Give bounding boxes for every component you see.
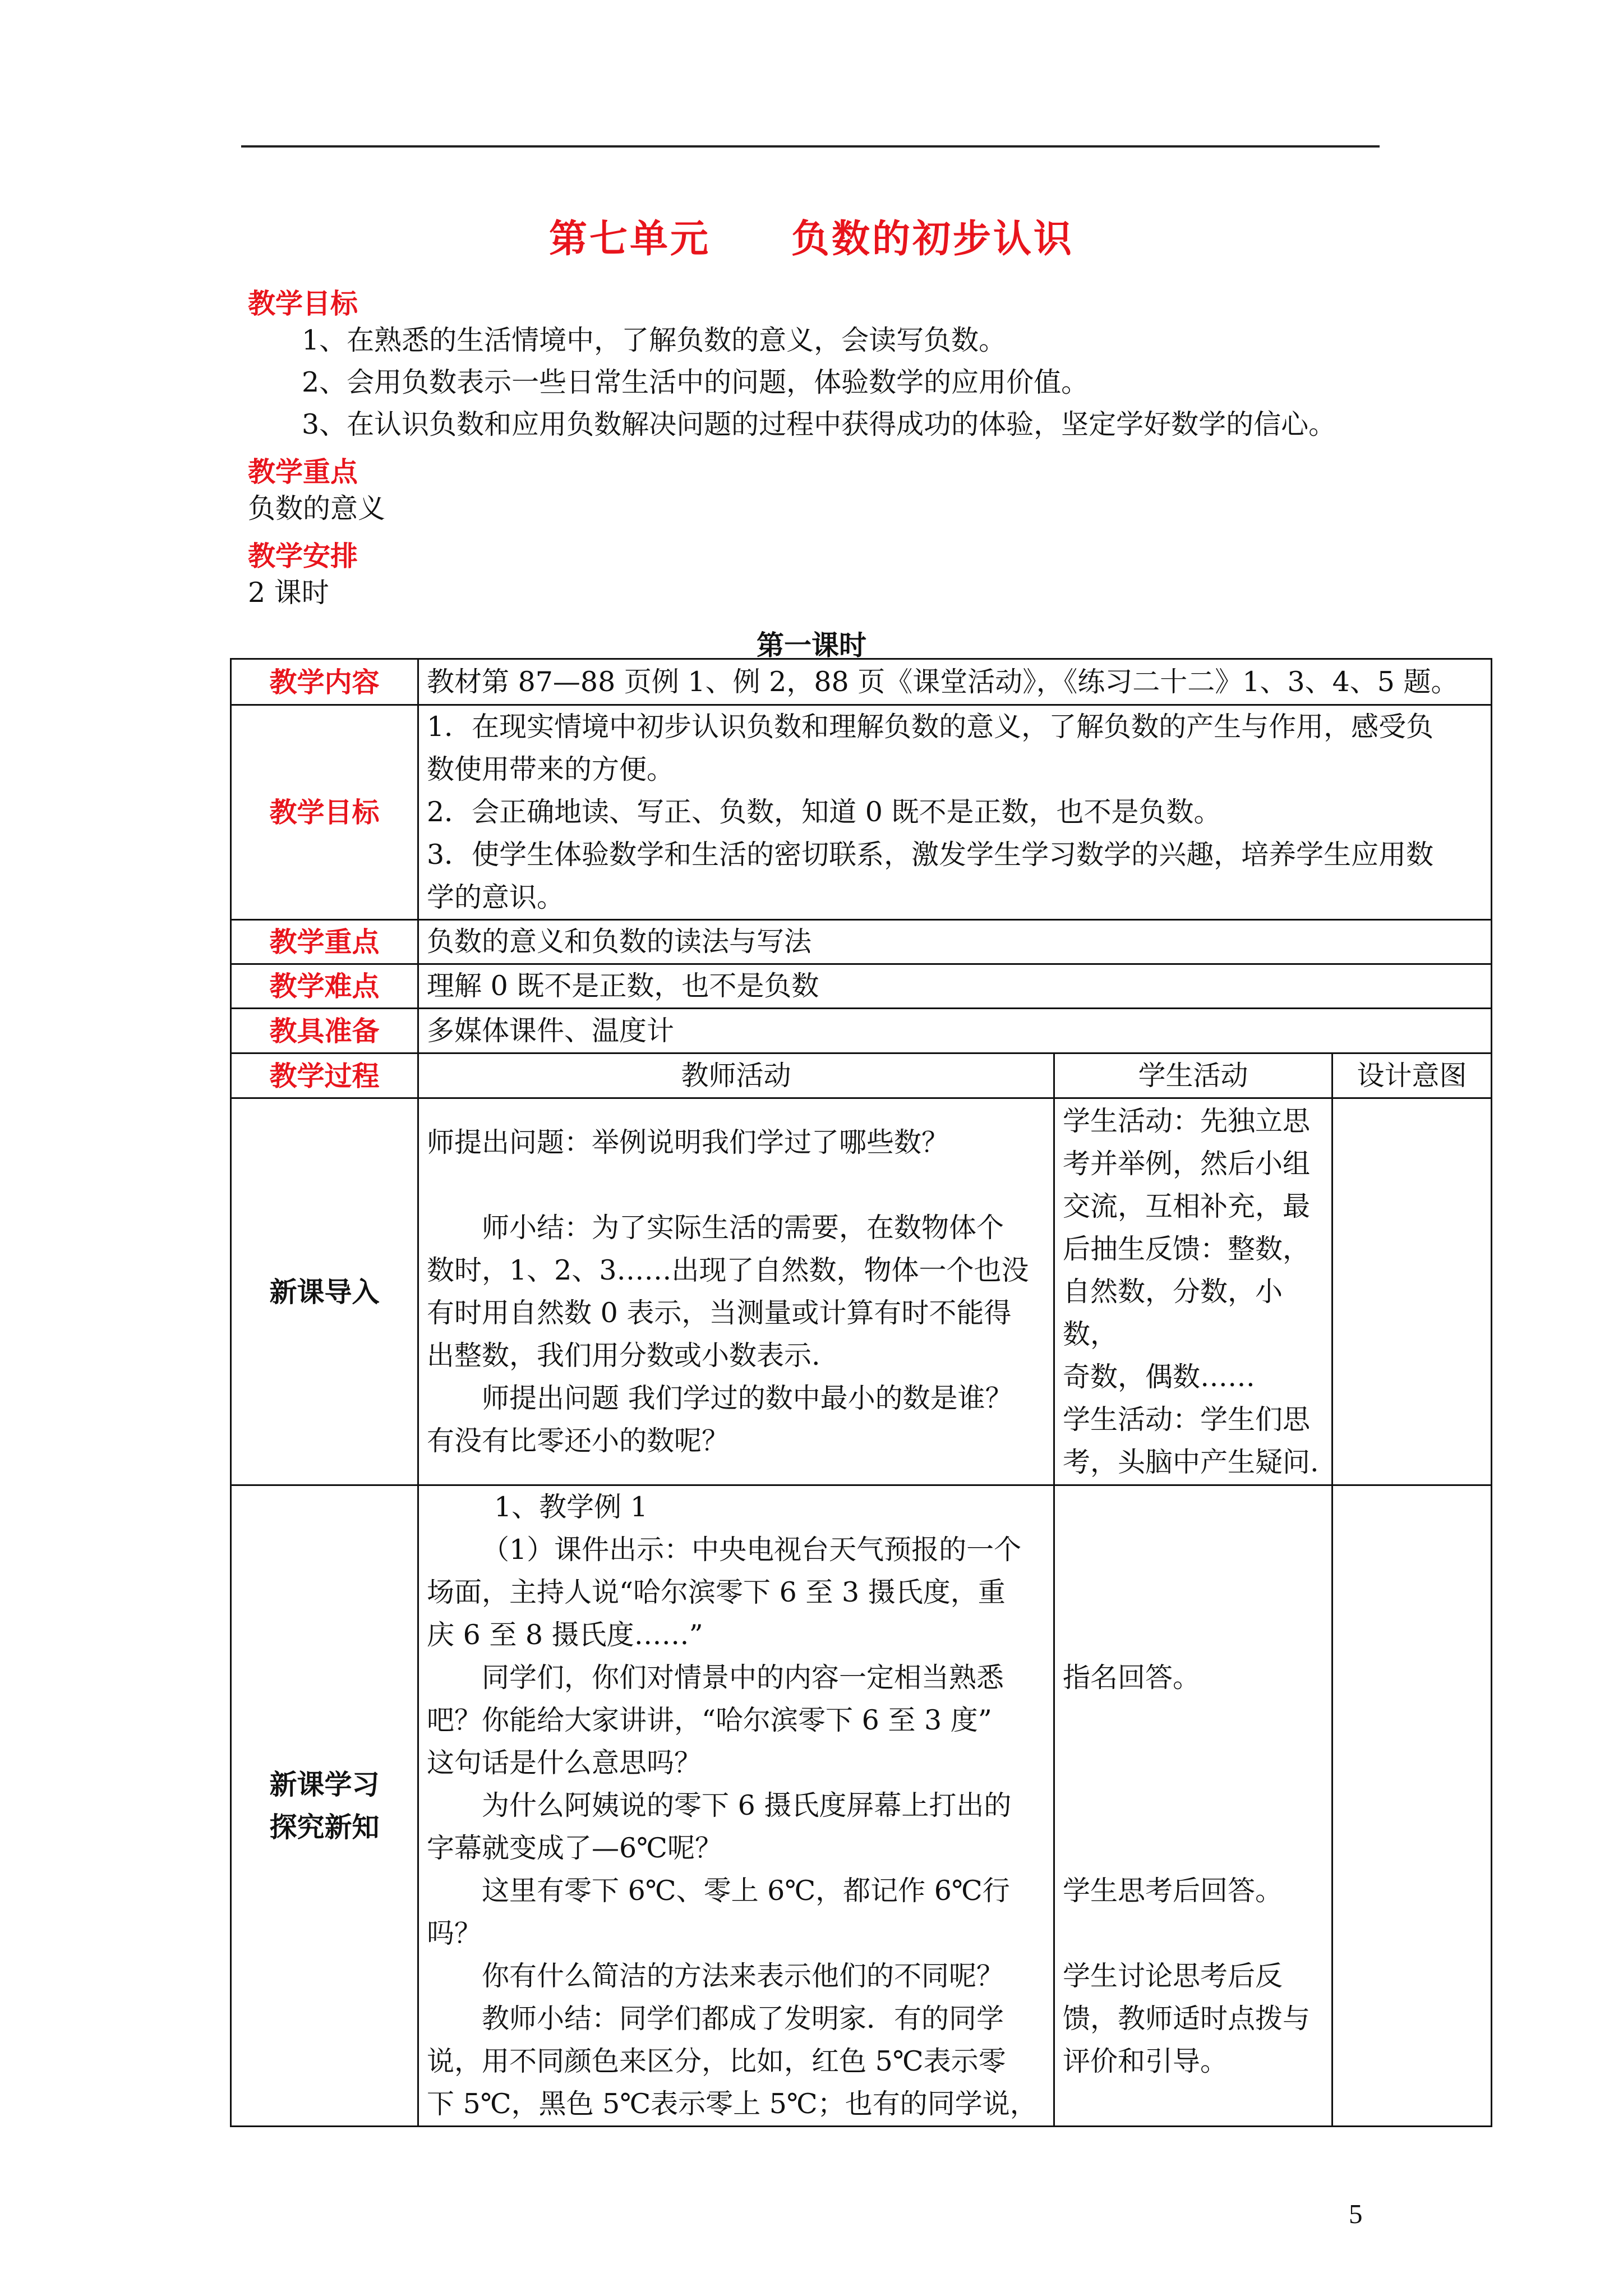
table-row bbox=[231, 920, 1492, 964]
lesson-title: 第一课时 bbox=[756, 629, 866, 661]
stage-label-line: 新课学习 bbox=[269, 1768, 380, 1801]
key-value: 负数的意义和负数的读法与写法 bbox=[418, 920, 1492, 964]
stage2-student-activity bbox=[1054, 1485, 1332, 2127]
key-point-heading: 教学重点 bbox=[248, 455, 358, 488]
header-rule bbox=[241, 145, 1380, 148]
content-label: 教学内容 bbox=[231, 659, 418, 705]
col-student-header: 学生活动 bbox=[1054, 1053, 1332, 1098]
text-line: 庆 6 至 8 摄氏度……” bbox=[427, 1619, 703, 1651]
text-line: 字幕就变成了—6℃呢？ bbox=[427, 1832, 722, 1864]
text-line: 自然数，分数，小数， bbox=[1063, 1275, 1283, 1350]
goal-line: 学的意识。 bbox=[427, 881, 565, 913]
stage-label-explore bbox=[231, 1485, 418, 2127]
goals-value bbox=[418, 705, 1492, 920]
table-row bbox=[231, 705, 1492, 920]
text-line: 学生思考后回答。 bbox=[1063, 1875, 1283, 1907]
text-line: 后抽生反馈：整数， bbox=[1063, 1232, 1311, 1265]
text-line: 学生活动：学生们思 bbox=[1063, 1403, 1311, 1435]
text-line: 考并举例，然后小组 bbox=[1063, 1147, 1311, 1180]
objective-item-3: 3、在认识负数和应用负数解决问题的过程中获得成功的体验，坚定学好数学的信心。 bbox=[302, 408, 1336, 440]
stage1-design-intent bbox=[1332, 1098, 1492, 1485]
stage2-design-intent bbox=[1332, 1485, 1492, 2127]
stage-label-line: 探究新知 bbox=[269, 1811, 380, 1843]
text-line: 1、教学例 1 bbox=[494, 1491, 648, 1523]
text-line: 考，头脑中产生疑问. bbox=[1063, 1446, 1319, 1478]
text-line: 师小结：为了实际生活的需要，在数物体个 bbox=[482, 1211, 1004, 1244]
text-line: 场面，主持人说“哈尔滨零下 6 至 3 摄氏度，重 bbox=[427, 1576, 1006, 1608]
table-row bbox=[231, 1485, 1492, 2127]
text-line: 评价和引导。 bbox=[1063, 2045, 1228, 2077]
col-design-header: 设计意图 bbox=[1332, 1053, 1492, 1098]
text-line: 学生讨论思考后反 bbox=[1063, 1960, 1283, 1992]
text-line: 有没有比零还小的数呢？ bbox=[427, 1424, 730, 1457]
text-line: 学生活动：先独立思 bbox=[1063, 1105, 1311, 1137]
arrangement-text: 2 课时 bbox=[248, 577, 329, 609]
difficulty-value: 理解 0 既不是正数，也不是负数 bbox=[418, 964, 1492, 1009]
text-line: 指名回答。 bbox=[1063, 1662, 1201, 1694]
text-line: 说，用不同颜色来区分，比如，红色 5℃表示零 bbox=[427, 2045, 1006, 2077]
table-row bbox=[231, 659, 1492, 705]
text-line: 奇数，偶数…… bbox=[1063, 1360, 1256, 1393]
text-line: 师提出问题：举例说明我们学过了哪些数？ bbox=[427, 1126, 949, 1158]
text-line: 下 5℃，黑色 5℃表示零上 5℃；也有的同学说， bbox=[427, 2088, 1038, 2120]
tools-label: 教具准备 bbox=[231, 1009, 418, 1053]
goal-line: 3．使学生体验数学和生活的密切联系，激发学生学习数学的兴趣，培养学生应用数 bbox=[427, 839, 1434, 871]
text-line: 教师小结：同学们都成了发明家．有的同学 bbox=[482, 2003, 1004, 2035]
text-line: 师提出问题 我们学过的数中最小的数是谁？ bbox=[482, 1382, 1013, 1414]
col-teacher-header: 教师活动 bbox=[418, 1053, 1054, 1098]
lesson-plan-table bbox=[230, 658, 1492, 2127]
text-line: 同学们，你们对情景中的内容一定相当熟悉 bbox=[482, 1662, 1004, 1694]
text-line: 馈，教师适时点拨与 bbox=[1063, 2003, 1311, 2035]
objective-item-2: 2、会用负数表示一些日常生活中的问题，体验数学的应用价值。 bbox=[302, 366, 1089, 398]
text-line: 吧？你能给大家讲讲，“哈尔滨零下 6 至 3 度” bbox=[427, 1704, 992, 1736]
table-row bbox=[231, 1009, 1492, 1053]
goal-line: 2．会正确地读、写正、负数，知道 0 既不是正数，也不是负数。 bbox=[427, 796, 1221, 828]
text-line: 交流，互相补充，最 bbox=[1063, 1190, 1311, 1222]
difficulty-label: 教学难点 bbox=[231, 964, 418, 1009]
key-point-text: 负数的意义 bbox=[248, 493, 386, 524]
arrangement-heading: 教学安排 bbox=[248, 540, 358, 572]
text-line: 这句话是什么意思吗？ bbox=[427, 1747, 702, 1779]
page-number: 5 bbox=[1349, 2198, 1363, 2229]
goal-line: 数使用带来的方便。 bbox=[427, 753, 675, 785]
page-title: 第七单元 负数的初步认识 bbox=[548, 217, 1074, 261]
goal-line: 1．在现实情境中初步认识负数和理解负数的意义，了解负数的产生与作用，感受负 bbox=[427, 711, 1434, 743]
stage-label-intro: 新课导入 bbox=[231, 1098, 418, 1485]
objectives-heading: 教学目标 bbox=[248, 287, 358, 320]
key-label: 教学重点 bbox=[231, 920, 418, 964]
table-row bbox=[231, 964, 1492, 1009]
text-line: （1）课件出示：中央电视台天气预报的一个 bbox=[482, 1534, 1022, 1566]
process-label: 教学过程 bbox=[231, 1053, 418, 1098]
table-row bbox=[231, 1098, 1492, 1485]
objective-item-1: 1、在熟悉的生活情境中，了解负数的意义，会读写负数。 bbox=[302, 324, 1007, 356]
text-line: 这里有零下 6℃、零上 6℃，都记作 6℃行吗？ bbox=[427, 1875, 1010, 1949]
goals-label: 教学目标 bbox=[231, 705, 418, 920]
stage2-teacher-activity bbox=[418, 1485, 1054, 2127]
text-line: 有时用自然数 0 表示，当测量或计算有时不能得 bbox=[427, 1296, 1012, 1329]
stage1-student-activity bbox=[1054, 1098, 1332, 1485]
tools-value: 多媒体课件、温度计 bbox=[418, 1009, 1492, 1053]
stage1-teacher-activity bbox=[418, 1098, 1054, 1485]
table-row bbox=[231, 1053, 1492, 1098]
text-line: 出整数，我们用分数或小数表示. bbox=[427, 1339, 820, 1372]
text-line: 为什么阿姨说的零下 6 摄氏度屏幕上打出的 bbox=[482, 1789, 1012, 1821]
text-line: 你有什么简洁的方法来表示他们的不同呢？ bbox=[482, 1960, 1004, 1992]
text-line: 数时，1、2、3……出现了自然数，物体一个也没 bbox=[427, 1254, 1029, 1286]
content-value: 教材第 87—88 页例 1、例 2，88 页《课堂活动》，《练习二十二》1、3、4、5 题。 bbox=[418, 659, 1492, 705]
